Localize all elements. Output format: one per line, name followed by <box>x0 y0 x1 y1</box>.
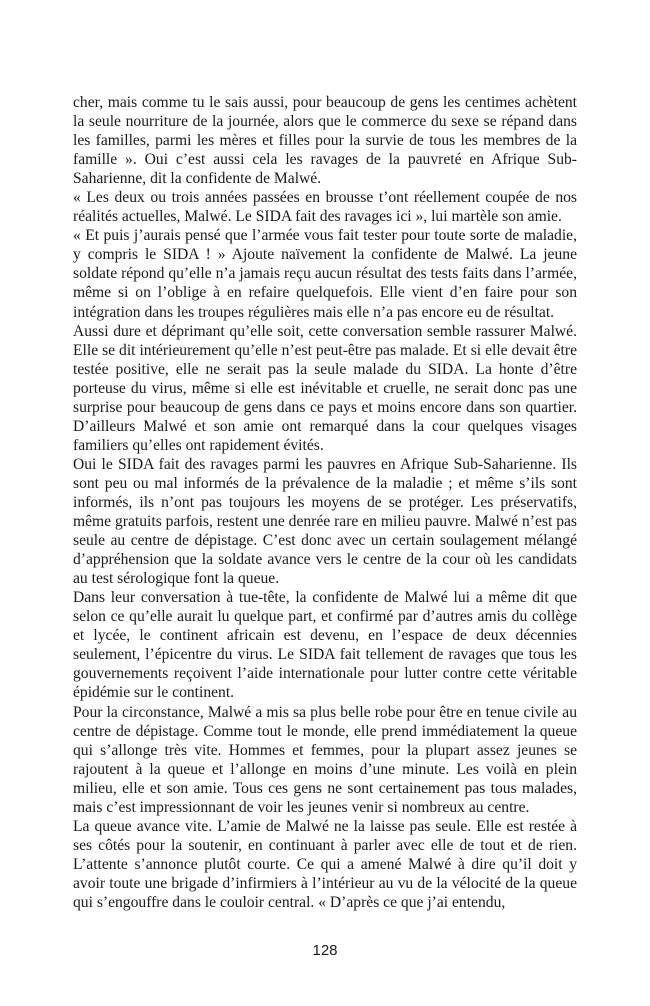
body-text <box>73 93 577 912</box>
paragraph-3: « Et puis j’aurais pensé que l’armée vous fait tester pour toute sorte de maladie, y compris le SIDA ! » Ajoute naïvement la confidente de Malwé. La jeune soldate répond qu’elle n’a jamais reçu aucun résultat des tests faits dans l’armée, même si on l’oblige à en refaire quelquefois. Elle vient d’en faire pour son intégration dans les troupes régulières mais elle n’a pas encore eu de résultat. <box>73 227 577 321</box>
paragraph-8: La queue avance vite. L’amie de Malwé ne la laisse pas seule. Elle est restée à ses côtés pour la soutenir, en continuant à parler avec elle de tout et de rien. L’attente s’annonce plutôt courte. Ce qui a amené Malwé à dire qu’il doit y avoir toute une brigade d’infirmiers à l’intérieur au vu de la vélocité de la queue qui s’engouffre dans le couloir central. « D’après ce que j’ai entendu, <box>73 817 577 911</box>
paragraph-5: Oui le SIDA fait des ravages parmi les pauvres en Afrique Sub-Saharienne. Ils sont peu ou mal informés de la prévalence de la maladie ; et même s’ils sont informés, ils n’ont pas toujours les moyens de se protéger. Les préservatifs, même gratuits parfois, restent une denrée rare en milieu pauvre. Malwé n’est pas seule au centre de dépistage. C’est donc avec un certain soulagement mélangé d’appréhension que la soldate avance vers le centre de la cour où les candidats au test sérologique font la queue. <box>73 455 578 588</box>
paragraph-1: cher, mais comme tu le sais aussi, pour beaucoup de gens les centimes achètent la seule nourriture de la journée, alors que le commerce du sexe se répand dans les familles, parmi les mères et filles pour la survie de tous les membres de la famille ». Oui c’est aussi cela les ravages de la pauvreté en Afrique Sub-Saharienne, dit la confidente de Malwé. <box>73 94 577 188</box>
paragraph-6: Dans leur conversation à tue-tête, la confidente de Malwé lui a même dit que selon ce qu’elle aurait lu quelque part, et confirmé par d’autres amis du collège et lycée, le continent africain est devenu, en l’espace de deux décennies seulement, l’épicentre du virus. Le SIDA fait tellement de ravages que tous les gouvernements reçoivent l’aide internationale pour lutter contre cette véritable épidémie sur le continent. <box>73 589 577 702</box>
paragraph-2: « Les deux ou trois années passées en brousse t’ont réellement coupée de nos réalités actuelles, Malwé. Le SIDA fait des ravages ici », lui martèle son amie. <box>73 189 577 226</box>
page-number: 128 <box>312 942 338 959</box>
paragraph-4: Aussi dure et déprimant qu’elle soit, cette conversation semble rassurer Malwé. Elle se dit intérieurement qu’elle n’est peut-être pas malade. Et si elle devait être testée positive, elle ne serait pas la seule malade du SIDA. La honte d’être porteuse du virus, même si elle est inévitable et cruelle, ne serait donc pas une surprise pour beaucoup de gens dans ce pays et moins encore dans son quartier. D’ailleurs Malwé et son amie ont remarqué dans la cour quelques visages familiers qu’elles ont rapidement évités. <box>73 322 577 454</box>
paragraph-7: Pour la circonstance, Malwé a mis sa plus belle robe pour être en tenue civile au centre de dépistage. Comme tout le monde, elle prend immédiatement la queue qui s’allonge très vite. Hommes et femmes, pour la plupart assez jeunes se rajoutent à la queue et l’allonge en moins d’une minute. Les voilà en plein milieu, elle et son amie. Tous ces gens ne sont certainement pas tous malades, mais c’est impressionnant de voir les jeunes venir si nombreux au centre. <box>73 703 577 816</box>
